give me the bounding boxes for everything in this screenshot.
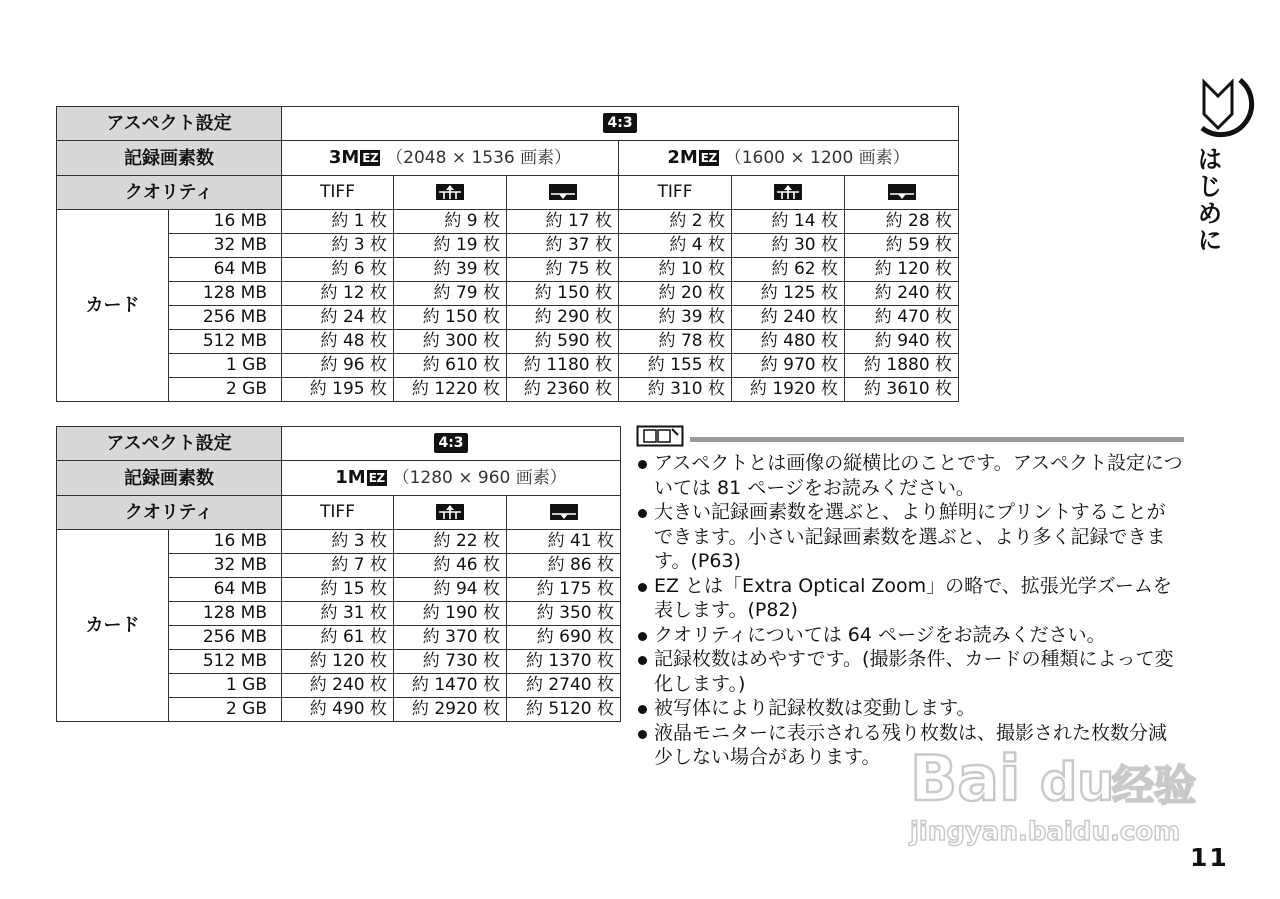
record-count-cell: 約 1920 枚 bbox=[732, 378, 845, 402]
record-count-cell: 約 300 枚 bbox=[394, 330, 507, 354]
record-count-cell: 約 370 枚 bbox=[394, 626, 507, 650]
ez-badge: EZ bbox=[368, 471, 385, 485]
quality-col-fine bbox=[394, 176, 507, 210]
card-capacity: 2 GB bbox=[169, 698, 282, 722]
standard-icon bbox=[887, 183, 917, 201]
record-count-cell: 約 30 枚 bbox=[732, 234, 845, 258]
quality-col-tiff: TIFF bbox=[282, 496, 394, 530]
record-count-cell: 約 86 枚 bbox=[507, 554, 621, 578]
table-row bbox=[57, 258, 959, 282]
aspect-label: アスペクト設定 bbox=[57, 427, 282, 461]
record-count-cell: 約 9 枚 bbox=[394, 210, 507, 234]
card-label: カード bbox=[57, 210, 169, 402]
table-row bbox=[57, 210, 959, 234]
record-count-cell: 約 96 枚 bbox=[282, 354, 394, 378]
record-count-cell: 約 1880 枚 bbox=[845, 354, 959, 378]
table-row bbox=[57, 354, 959, 378]
megapixel-label: 2M bbox=[667, 147, 698, 168]
record-count-cell: 約 970 枚 bbox=[732, 354, 845, 378]
table-row bbox=[57, 306, 959, 330]
record-count-cell: 約 1370 枚 bbox=[507, 650, 621, 674]
pixels-row bbox=[57, 461, 621, 496]
standard-icon bbox=[548, 183, 578, 201]
record-count-cell: 約 290 枚 bbox=[507, 306, 619, 330]
record-count-cell: 約 490 枚 bbox=[282, 698, 394, 722]
card-capacity: 512 MB bbox=[169, 330, 282, 354]
note-item: クオリティについては 64 ページをお読みください。 bbox=[636, 623, 1184, 648]
aspect-badge: 4:3 bbox=[603, 113, 636, 133]
record-count-cell: 約 195 枚 bbox=[282, 378, 394, 402]
standard-icon bbox=[549, 503, 579, 521]
record-count-cell: 約 1180 枚 bbox=[507, 354, 619, 378]
pixels-row bbox=[57, 141, 959, 176]
record-count-cell: 約 10 枚 bbox=[619, 258, 732, 282]
card-capacity: 16 MB bbox=[169, 530, 282, 554]
pixel-dimensions: （2048 × 1536 画素） bbox=[386, 148, 572, 168]
card-capacity: 16 MB bbox=[169, 210, 282, 234]
note-item: 記録枚数はめやすです。(撮影条件、カードの種類によって変化します。) bbox=[636, 647, 1184, 696]
card-capacity: 1 GB bbox=[169, 354, 282, 378]
record-count-cell: 約 75 枚 bbox=[507, 258, 619, 282]
aspect-label: アスペクト設定 bbox=[57, 107, 282, 141]
record-count-cell: 約 470 枚 bbox=[845, 306, 959, 330]
table-row bbox=[57, 330, 959, 354]
memo-book-icon bbox=[636, 425, 684, 447]
record-count-cell: 約 78 枚 bbox=[619, 330, 732, 354]
record-count-table-2 bbox=[56, 426, 621, 722]
record-count-cell: 約 14 枚 bbox=[732, 210, 845, 234]
note-item: 液晶モニターに表示される残り枚数は、撮影された枚数分減少しない場合があります。 bbox=[636, 721, 1184, 770]
quality-col-fine bbox=[732, 176, 845, 210]
record-count-cell: 約 39 枚 bbox=[619, 306, 732, 330]
record-count-cell: 約 2740 枚 bbox=[507, 674, 621, 698]
note-item: 大きい記録画素数を選ぶと、より鮮明にプリントすることができます。小さい記録画素数を選ぶと、より多く記録できます。(P63) bbox=[636, 500, 1184, 574]
record-count-cell: 約 17 枚 bbox=[507, 210, 619, 234]
record-count-cell: 約 41 枚 bbox=[507, 530, 621, 554]
record-count-cell: 約 590 枚 bbox=[507, 330, 619, 354]
pixels-group-2m bbox=[619, 141, 959, 176]
record-count-cell: 約 2360 枚 bbox=[507, 378, 619, 402]
record-count-cell: 約 15 枚 bbox=[282, 578, 394, 602]
pixels-group-3m bbox=[282, 141, 619, 176]
svg-text:Bai: Bai bbox=[910, 742, 1021, 815]
ez-badge: EZ bbox=[700, 151, 717, 165]
record-count-cell: 約 350 枚 bbox=[507, 602, 621, 626]
card-label: カード bbox=[57, 530, 169, 722]
record-count-cell: 約 48 枚 bbox=[282, 330, 394, 354]
table-row bbox=[57, 234, 959, 258]
notes-list bbox=[636, 451, 1184, 770]
record-count-cell: 約 1220 枚 bbox=[394, 378, 507, 402]
pixel-dimensions: （1280 × 960 画素） bbox=[392, 468, 567, 488]
record-count-cell: 約 125 枚 bbox=[732, 282, 845, 306]
card-capacity: 2 GB bbox=[169, 378, 282, 402]
card-capacity: 512 MB bbox=[169, 650, 282, 674]
aspect-value bbox=[282, 427, 621, 461]
record-count-cell: 約 1470 枚 bbox=[394, 674, 507, 698]
megapixel-label: 3M bbox=[328, 147, 360, 168]
quality-col-tiff: TIFF bbox=[282, 176, 394, 210]
record-count-cell: 約 3 枚 bbox=[282, 234, 394, 258]
record-count-cell: 約 190 枚 bbox=[394, 602, 507, 626]
card-capacity: 128 MB bbox=[169, 602, 282, 626]
pixel-dimensions: （1600 × 1200 画素） bbox=[724, 148, 910, 168]
record-count-cell: 約 6 枚 bbox=[282, 258, 394, 282]
notes-header bbox=[636, 425, 1184, 447]
note-item: EZ とは「Extra Optical Zoom」の略で、拡張光学ズームを表します。(P82) bbox=[636, 574, 1184, 623]
record-count-cell: 約 155 枚 bbox=[619, 354, 732, 378]
record-count-cell: 約 120 枚 bbox=[282, 650, 394, 674]
record-count-cell: 約 3 枚 bbox=[282, 530, 394, 554]
card-capacity: 64 MB bbox=[169, 258, 282, 282]
record-count-cell: 約 120 枚 bbox=[845, 258, 959, 282]
record-count-cell: 約 150 枚 bbox=[394, 306, 507, 330]
record-count-cell: 約 2 枚 bbox=[619, 210, 732, 234]
quality-col-standard bbox=[845, 176, 959, 210]
note-item: アスペクトとは画像の縦横比のことです。アスペクト設定については 81 ページをお読みください。 bbox=[636, 451, 1184, 500]
fine-icon bbox=[435, 503, 465, 521]
notes-rule bbox=[690, 437, 1184, 442]
card-capacity: 256 MB bbox=[169, 306, 282, 330]
svg-text:经验: 经验 bbox=[1112, 761, 1197, 810]
record-count-cell: 約 46 枚 bbox=[394, 554, 507, 578]
card-capacity: 32 MB bbox=[169, 554, 282, 578]
aspect-badge: 4:3 bbox=[434, 433, 467, 453]
svg-text:jingyan.baidu.com: jingyan.baidu.com bbox=[910, 817, 1181, 847]
quality-col-fine bbox=[394, 496, 507, 530]
record-count-cell: 約 59 枚 bbox=[845, 234, 959, 258]
record-count-cell: 約 24 枚 bbox=[282, 306, 394, 330]
card-capacity: 1 GB bbox=[169, 674, 282, 698]
record-count-cell: 約 62 枚 bbox=[732, 258, 845, 282]
record-count-cell: 約 175 枚 bbox=[507, 578, 621, 602]
record-count-cell: 約 690 枚 bbox=[507, 626, 621, 650]
record-count-cell: 約 12 枚 bbox=[282, 282, 394, 306]
quality-label: クオリティ bbox=[57, 496, 282, 530]
record-count-cell: 約 240 枚 bbox=[845, 282, 959, 306]
record-count-cell: 約 730 枚 bbox=[394, 650, 507, 674]
record-count-cell: 約 5120 枚 bbox=[507, 698, 621, 722]
record-count-cell: 約 3610 枚 bbox=[845, 378, 959, 402]
ez-badge: EZ bbox=[362, 151, 379, 165]
aspect-row bbox=[57, 107, 959, 141]
aspect-row bbox=[57, 427, 621, 461]
record-count-cell: 約 2920 枚 bbox=[394, 698, 507, 722]
chapter-tab-icon bbox=[1196, 74, 1258, 144]
baidu-jingyan-watermark bbox=[880, 728, 1200, 858]
record-count-cell: 約 7 枚 bbox=[282, 554, 394, 578]
record-count-cell: 約 94 枚 bbox=[394, 578, 507, 602]
table-row bbox=[57, 378, 959, 402]
quality-col-standard bbox=[507, 496, 621, 530]
record-count-cell: 約 240 枚 bbox=[282, 674, 394, 698]
table-row bbox=[57, 282, 959, 306]
pixels-label: 記録画素数 bbox=[57, 461, 282, 496]
pixels-group-1m bbox=[282, 461, 621, 496]
note-item: 被写体により記録枚数は変動します。 bbox=[636, 696, 1184, 721]
aspect-value bbox=[282, 107, 959, 141]
quality-col-tiff: TIFF bbox=[619, 176, 732, 210]
record-count-cell: 約 20 枚 bbox=[619, 282, 732, 306]
record-count-cell: 約 150 枚 bbox=[507, 282, 619, 306]
page-number: 11 bbox=[1190, 843, 1229, 872]
record-count-cell: 約 39 枚 bbox=[394, 258, 507, 282]
fine-icon bbox=[773, 183, 803, 201]
chapter-label: はじめに bbox=[1194, 146, 1223, 254]
table-row bbox=[57, 530, 621, 554]
fine-icon bbox=[435, 183, 465, 201]
card-capacity: 32 MB bbox=[169, 234, 282, 258]
record-count-table-1 bbox=[56, 106, 959, 402]
record-count-cell: 約 310 枚 bbox=[619, 378, 732, 402]
record-count-cell: 約 19 枚 bbox=[394, 234, 507, 258]
record-count-cell: 約 61 枚 bbox=[282, 626, 394, 650]
svg-text:du: du bbox=[1040, 753, 1115, 813]
quality-row bbox=[57, 496, 621, 530]
quality-row bbox=[57, 176, 959, 210]
record-count-cell: 約 610 枚 bbox=[394, 354, 507, 378]
pixels-label: 記録画素数 bbox=[57, 141, 282, 176]
card-capacity: 64 MB bbox=[169, 578, 282, 602]
record-count-cell: 約 480 枚 bbox=[732, 330, 845, 354]
card-capacity: 128 MB bbox=[169, 282, 282, 306]
record-count-cell: 約 79 枚 bbox=[394, 282, 507, 306]
card-capacity: 256 MB bbox=[169, 626, 282, 650]
record-count-cell: 約 1 枚 bbox=[282, 210, 394, 234]
quality-col-standard bbox=[507, 176, 619, 210]
record-count-cell: 約 28 枚 bbox=[845, 210, 959, 234]
record-count-cell: 約 240 枚 bbox=[732, 306, 845, 330]
record-count-cell: 約 4 枚 bbox=[619, 234, 732, 258]
quality-label: クオリティ bbox=[57, 176, 282, 210]
record-count-cell: 約 22 枚 bbox=[394, 530, 507, 554]
record-count-cell: 約 37 枚 bbox=[507, 234, 619, 258]
record-count-cell: 約 940 枚 bbox=[845, 330, 959, 354]
megapixel-label: 1M bbox=[335, 467, 366, 488]
record-count-cell: 約 31 枚 bbox=[282, 602, 394, 626]
